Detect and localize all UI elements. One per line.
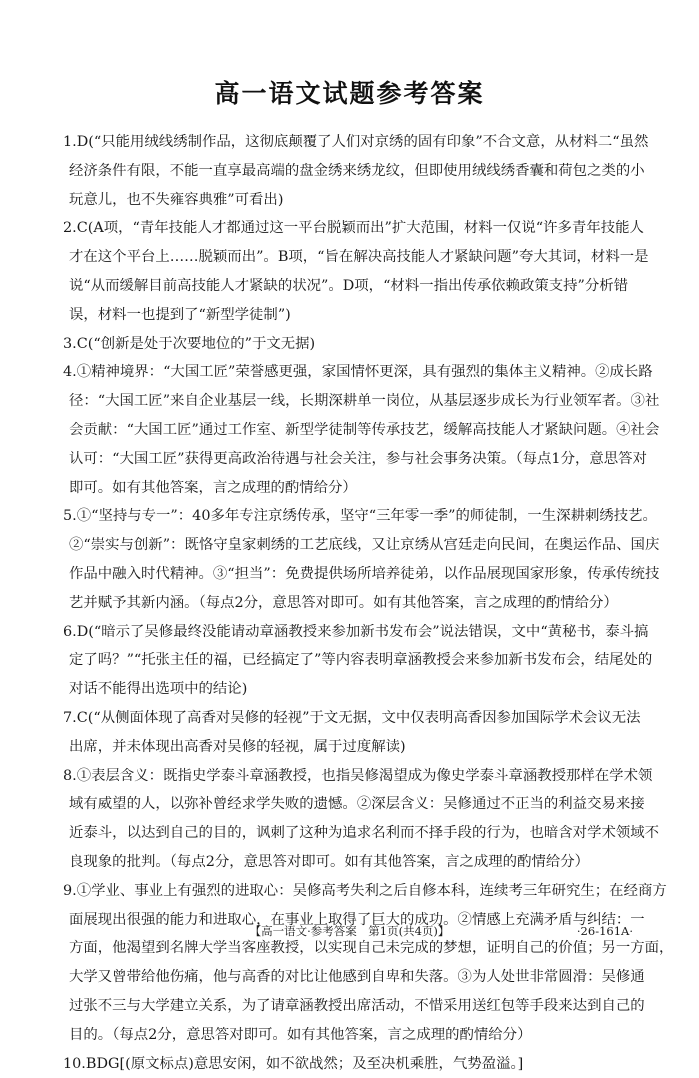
answer-line: 误，材料一也提到了“新型学徒制”) — [69, 301, 675, 330]
answer-line: 即可。如有其他答案，言之成理的酌情给分） — [69, 474, 675, 503]
answer-line: 10.BDG[(原文标点)意思安闲，如不欲战然；及至决机乘胜，气势盈溢。] — [63, 1050, 675, 1078]
answer-line: 说“从而缓解目前高技能人才紧缺的状况”。D项，“材料一指出传承依赖政策支持”分析错 — [69, 272, 675, 301]
answer-line: 经济条件有限，不能一直享最高端的盘金绣来绣龙纹，但即使用绒线绣香囊和荷包之类的小 — [69, 157, 675, 186]
answer-line: 6.D(“暗示了吴修最终没能请动章涵教授来参加新书发布会”说法错误，文中“黄秘书，泰斗搞 — [63, 618, 675, 647]
answer-line: 方面，他渴望到名牌大学当客座教授，以实现自己未完成的梦想，证明自己的价值；另一方面， — [69, 934, 675, 963]
footer-exam-code: ·26-161A· — [577, 921, 633, 941]
answer-item — [69, 877, 675, 1050]
answer-line: 定了吗？”“托张主任的福，已经搞定了”等内容表明章涵教授会来参加新书发布会，结尾处的 — [69, 646, 675, 675]
answer-line: 过张不三与大学建立关系，为了请章涵教授出席活动，不惜采用送红包等手段来达到自己的 — [69, 992, 675, 1021]
answer-line: 2.C(A项，“青年技能人才都通过这一平台脱颖而出”扩大范围，材料一仅说“许多青年技能人 — [63, 214, 675, 243]
answer-line: 大学又曾带给他伤痛，他与高香的对比让他感到自卑和失落。③为人处世非常圆滑：吴修通 — [69, 963, 675, 992]
answer-line: 才在这个平台上……脱颖而出”。B项，“旨在解决高技能人才紧缺问题”夸大其词，材料一是 — [69, 243, 675, 272]
answer-line: 艺并赋予其新内涵。（每点2分，意思答对即可。如有其他答案，言之成理的酌情给分） — [69, 589, 675, 618]
answer-item — [69, 358, 675, 502]
answer-line: 1.D(“只能用绒线绣制作品，这彻底颠覆了人们对京绣的固有印象”不合文意，从材料二“虽然 — [63, 128, 675, 157]
answer-line: 目的。（每点2分，意思答对即可。如有其他答案，言之成理的酌情给分） — [69, 1021, 675, 1050]
answer-item — [69, 762, 675, 877]
answer-line: 良现象的批判。（每点2分，意思答对即可。如有其他答案，言之成理的酌情给分） — [69, 848, 675, 877]
answer-line: 5.①“坚持与专一”：40多年专注京绣传承，坚守“三年零一季”的师徒制，一生深耕刺绣技艺。 — [63, 502, 675, 531]
answer-line: 4.①精神境界：“大国工匠”荣誉感更强，家国情怀更深，具有强烈的集体主义精神。②成长路 — [63, 358, 675, 387]
answer-item — [69, 128, 675, 214]
answer-line: 认可：“大国工匠”获得更高政治待遇与社会关注，参与社会事务决策。（每点1分，意思答对 — [69, 445, 675, 474]
answer-line: 作品中融入时代精神。③“担当”：免费提供场所培养徒弟，以作品展现国家形象，传承传统技 — [69, 560, 675, 589]
answer-line: 对话不能得出选项中的结论) — [69, 675, 675, 704]
answer-line: 会贡献：“大国工匠”通过工作室、新型学徒制等传承技艺，缓解高技能人才紧缺问题。④社会 — [69, 416, 675, 445]
answer-line: 3.C(“创新是处于次要地位的”于文无据) — [63, 330, 675, 359]
answer-item — [69, 1050, 675, 1078]
answer-item — [69, 502, 675, 617]
answer-item — [69, 214, 675, 329]
answer-item — [69, 618, 675, 704]
answer-line: 玩意儿，也不失雍容典雅”可看出) — [69, 186, 675, 215]
answer-line: 近泰斗，以达到自己的目的，讽刺了这种为追求名利而不择手段的行为，也暗含对学术领域不 — [69, 819, 675, 848]
answer-line: 域有威望的人，以弥补曾经求学失败的遗憾。②深层含义：吴修通过不正当的利益交易来接 — [69, 790, 675, 819]
answer-item — [69, 704, 675, 762]
page-title: 高一语文试题参考答案 — [0, 74, 699, 110]
answer-line: ②“崇实与创新”：既恪守皇家刺绣的工艺底线，又让京绣从宫廷走向民间，在奥运作品、国庆 — [69, 531, 675, 560]
answer-item — [69, 330, 675, 359]
answer-line: 面展现出很强的能力和进取心，在事业上取得了巨大的成功。②情感上充满矛盾与纠结：一 — [69, 906, 675, 935]
answer-line: 8.①表层含义：既指史学泰斗章涵教授，也指吴修渴望成为像史学泰斗章涵教授那样在学术领 — [63, 762, 675, 791]
answer-line: 9.①学业、事业上有强烈的进取心：吴修高考失利之后自修本科，连续考三年研究生；在经商方 — [63, 877, 675, 906]
answer-line: 7.C(“从侧面体现了高香对吴修的轻视”于文无据，文中仅表明高香因参加国际学术会议无法 — [63, 704, 675, 733]
answer-line: 出席，并未体现出高香对吴修的轻视，属于过度解读) — [69, 733, 675, 762]
footer-page-info: 【高一语文·参考答案 第1页(共4页)】 — [0, 921, 699, 941]
answer-line: 径：“大国工匠”来自企业基层一线，长期深耕单一岗位，从基层逐步成长为行业领军者。③社 — [69, 387, 675, 416]
page-footer — [0, 921, 699, 941]
